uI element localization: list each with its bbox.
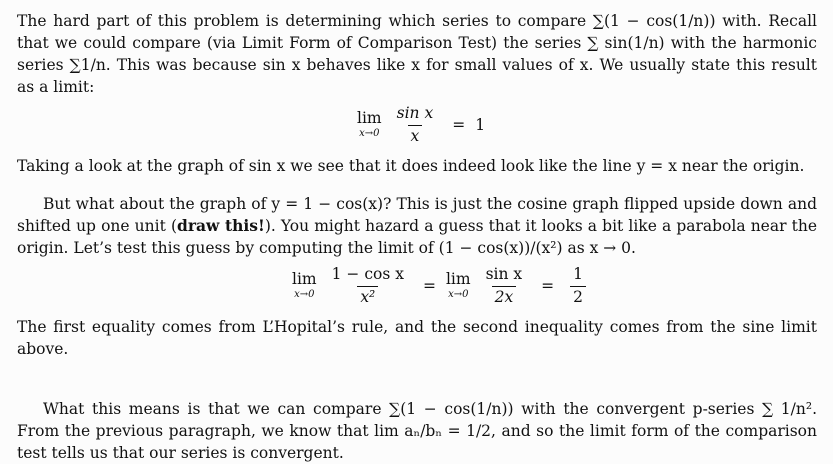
document-page	[17, 10, 817, 464]
draw-this-emphasis: draw this!	[177, 216, 265, 235]
fraction-one-half: $\frac{1}{2}$	[570, 266, 586, 305]
paragraph-sine-graph: Taking a look at the graph of sin x we see that it does indeed look like the line y = x near the origin.	[17, 157, 805, 175]
paragraph-conclusion: What this means is that we can compare ∑(1 − cos(1/n)) with the convergent p-series ∑ 1/n². From the previous paragraph, we know that lim aₙ/bₙ = 1/2, and so the limit form of the comparison test tells us that our series is convergent.	[17, 400, 817, 462]
fraction-sinx-over-2x: $\frac{\text{sin x}}{2x}$	[485, 265, 523, 306]
paragraph-lhopital: The first equality comes from L’Hopital’s rule, and the second inequality comes from the sine limit above.	[17, 318, 817, 358]
equation-cosine-limit: lim x→0 $\frac{\text{1 − cos x}}{\text{x²}}$ = lim x→0 $\frac{\text{sin x}}{2x}$ = $\frac{1}{2}$	[17, 262, 817, 312]
fraction-sinx-over-x: $\frac{\text{sin x}}{x}$	[396, 104, 434, 145]
limit-operator: lim x→0	[357, 109, 382, 139]
limit-operator-1: lim x→0	[292, 270, 317, 300]
paragraph-intro: The hard part of this problem is determining which series to compare ∑(1 − cos(1/n)) with. Recall that we could compare (via Limit Form of Comparison Test) the series ∑ sin(1/n) with the harmonic series ∑1/n. This was because sin x behaves like x for small values of x. We usually state this result as a limit:	[17, 12, 817, 96]
fraction-1-minus-cos-over-x2: $\frac{\text{1 − cos x}}{\text{x²}}$	[331, 265, 404, 306]
limit-operator-2: lim x→0	[445, 270, 471, 300]
equation-sine-limit: lim x→0 $\frac{\text{sin x}}{x}$ = 1	[357, 104, 486, 145]
paragraph-cosine-graph: But what about the graph of y = 1 − cos(x)? This is just the cosine graph flipped upside down and shifted up one unit (draw this!). You might hazard a guess that it looks a bit like a parabola near the origin. Let’s test this guess by computing the limit of (1 − cos(x))/(x²) as x → 0.	[17, 195, 817, 257]
